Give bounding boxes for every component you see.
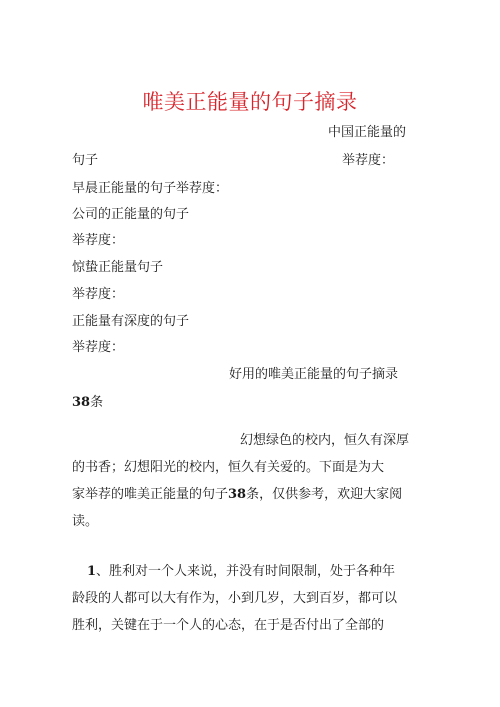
item-1-line-2: 龄段的人都可以大有作为，小到几岁，大到百岁，都可以 [72, 591, 398, 606]
subtitle-line: 好用的唯美正能量的句子摘录 [229, 367, 399, 382]
toc-recommend-3: 举荐度： [72, 233, 125, 248]
intro-line-2: 的书香；幻想阳光的校内，恒久有关爱的。下面是为大 [72, 460, 385, 475]
item-1-line-3: 胜利，关键在于一个人的心态，在于是否付出了全部的 [72, 618, 385, 633]
toc-item-2: 早晨正能量的句子举荐度： [72, 181, 229, 196]
toc-header-b: 句子 [72, 153, 99, 168]
toc-recommend-5: 举荐度： [72, 340, 125, 355]
toc-header-a: 中国正能量的 [328, 125, 407, 140]
item-1-text: 、胜利对一个人来说，并没有时间限制，处于各种年 [96, 564, 396, 579]
toc-recommend-1: 举荐度： [342, 153, 395, 168]
intro-line-4: 读。 [72, 514, 99, 529]
intro-line-3b: 条，仅供参考，欢迎大家阅 [246, 487, 403, 502]
toc-item-3: 公司的正能量的句子 [72, 207, 190, 222]
subtitle-count: 38 [72, 395, 91, 410]
toc-item-5: 正能量有深度的句子 [72, 314, 190, 329]
subtitle-unit: 条 [90, 395, 104, 410]
page-title: 唯美正能量的句子摘录 [142, 90, 358, 114]
intro-line-3a: 家举荐的唯美正能量的句子 [72, 487, 229, 502]
item-1-number: 1 [87, 564, 97, 579]
toc-item-4: 惊蛰正能量句子 [72, 260, 164, 275]
toc-recommend-4: 举荐度： [72, 287, 125, 302]
item-1-line-1 [87, 563, 395, 581]
subtitle-count-line [72, 394, 103, 412]
intro-count: 38 [228, 487, 247, 502]
intro-line-3 [72, 486, 402, 504]
intro-line-1: 幻想绿色的校内，恒久有深厚 [240, 433, 410, 448]
